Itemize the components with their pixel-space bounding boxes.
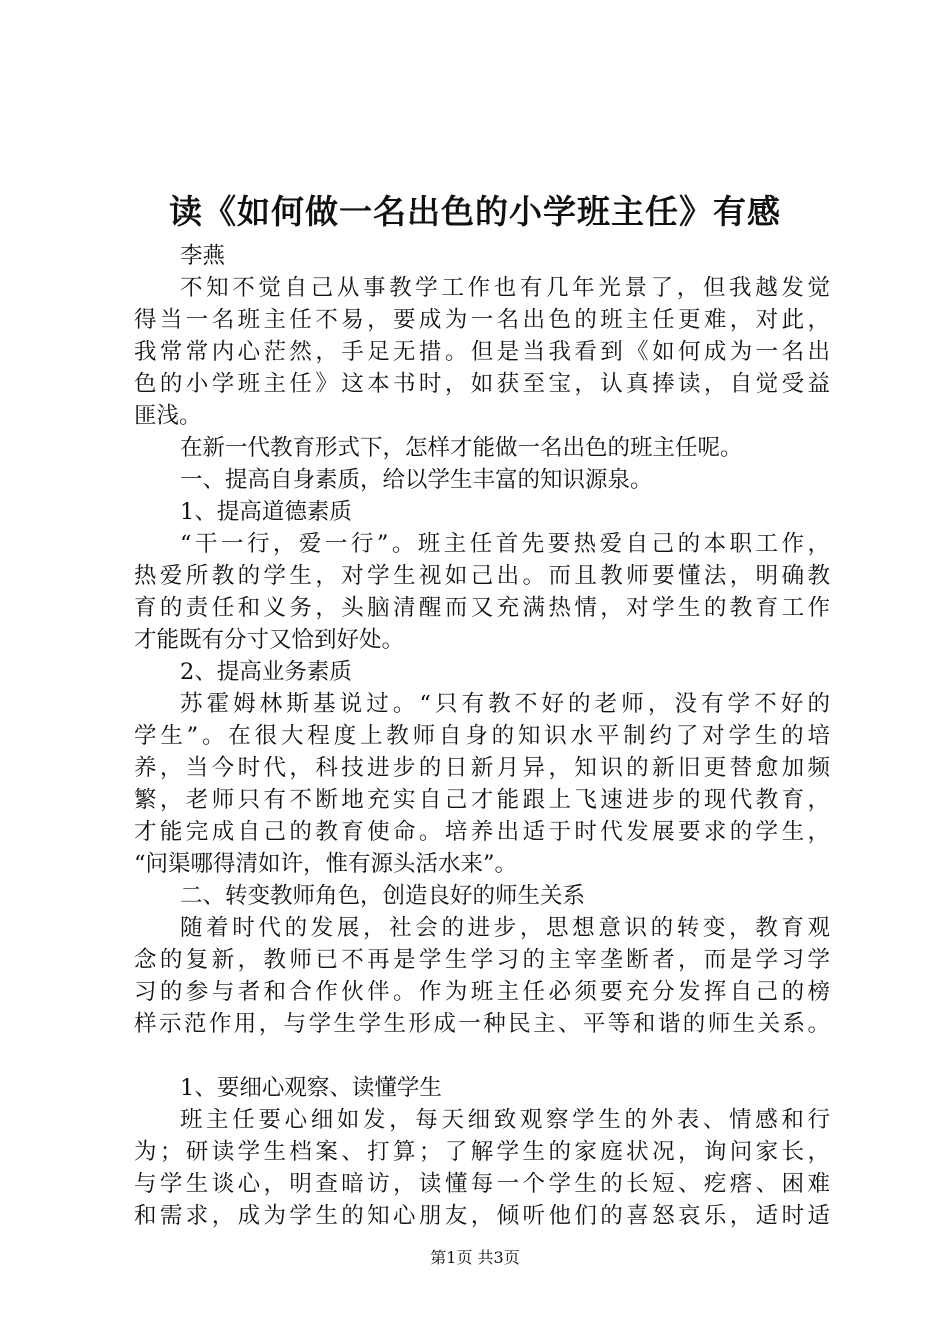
subsection-heading: 2、提高业务素质 <box>180 659 352 685</box>
text-line: “干一行，爱一行”。班主任首先要热爱自己的本职工作， <box>180 531 830 557</box>
text-line: 繁，老师只有不断地充实自己才能跟上飞速进步的现代教育， <box>134 787 830 813</box>
text-line: 样示范作用，与学生学生形成一种民主、平等和谐的师生关系。 <box>134 1011 830 1037</box>
text-line: 苏霍姆林斯基说过。“只有教不好的老师，没有学不好的 <box>180 691 830 717</box>
author-name: 李燕 <box>180 243 226 269</box>
text-line: 养，当今时代，科技进步的日新月异，知识的新旧更替愈加频 <box>134 755 830 781</box>
text-line: 才能既有分寸又恰到好处。 <box>134 627 405 653</box>
text-line: 习的参与者和合作伙伴。作为班主任必须要充分发挥自己的榜 <box>134 979 830 1005</box>
text-line: 念的复新，教师已不再是学生学习的主宰垄断者，而是学习学 <box>134 947 830 973</box>
subsection-heading: 1、要细心观察、读懂学生 <box>180 1075 442 1101</box>
paragraph-gap <box>134 1040 830 1072</box>
text-line: 和需求，成为学生的知心朋友，倾听他们的喜怒哀乐，适时适 <box>134 1203 830 1229</box>
subsection-heading: 1、提高道德素质 <box>180 499 352 525</box>
document-body <box>134 240 830 1232</box>
text-line: 才能完成自己的教育使命。培养出适于时代发展要求的学生， <box>134 819 830 845</box>
text-line: 匪浅。 <box>134 403 202 429</box>
text-line: 在新一代教育形式下，怎样才能做一名出色的班主任呢。 <box>180 435 743 461</box>
text-line: 不知不觉自己从事教学工作也有几年光景了，但我越发觉 <box>180 275 830 301</box>
text-line: 得当一名班主任不易，要成为一名出色的班主任更难，对此， <box>134 307 830 333</box>
document-title: 读《如何做一名出色的小学班主任》有感 <box>169 192 781 231</box>
text-line: 为；研读学生档案、打算；了解学生的家庭状况，询问家长， <box>134 1139 830 1165</box>
text-line: 我常常内心茫然，手足无措。但是当我看到《如何成为一名出 <box>134 339 830 365</box>
section-heading: 一、提高自身素质，给以学生丰富的知识源泉。 <box>180 467 653 493</box>
text-line: 育的责任和义务，头脑清醒而又充满热情，对学生的教育工作 <box>134 595 830 621</box>
text-line: 与学生谈心，明查暗访，读懂每一个学生的长短、疙瘩、困难 <box>134 1171 830 1197</box>
text-line: 班主任要心细如发，每天细致观察学生的外表、情感和行 <box>180 1107 830 1133</box>
text-line: 随着时代的发展，社会的进步，思想意识的转变，教育观 <box>180 915 830 941</box>
text-line: 热爱所教的学生，对学生视如己出。而且教师要懂法，明确教 <box>134 563 830 589</box>
text-line: 色的小学班主任》这本书时，如获至宝，认真捧读，自觉受益 <box>134 371 830 397</box>
page-footer: 第1页 共3页 <box>430 1248 520 1267</box>
text-line: 学生”。在很大程度上教师自身的知识水平制约了对学生的培 <box>134 723 830 749</box>
section-heading: 二、转变教师角色，创造良好的师生关系 <box>180 883 586 909</box>
text-line: “问渠哪得清如许，惟有源头活水来”。 <box>134 851 518 877</box>
